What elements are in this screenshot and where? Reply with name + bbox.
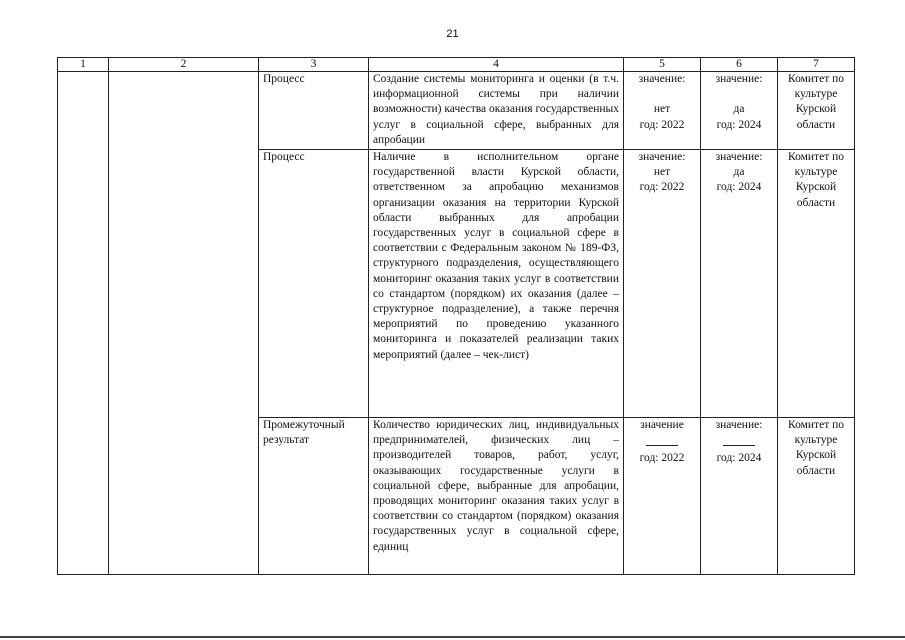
column-header: 6 xyxy=(701,58,778,72)
indicator-type: Процесс xyxy=(259,150,369,418)
blank-value-line xyxy=(723,433,755,446)
page-number: 21 xyxy=(446,28,459,40)
target-year: год: 2024 xyxy=(716,118,762,131)
target-value: да xyxy=(733,103,745,116)
cell-col2 xyxy=(109,72,259,575)
target-year: год: 2024 xyxy=(716,452,762,465)
responsible-cell: Комитет по культуре Курской области xyxy=(778,418,855,575)
target-year: год: 2024 xyxy=(716,181,762,194)
base-label: значение: xyxy=(638,151,686,163)
target-label: значение: xyxy=(715,73,763,85)
indicator-description: Создание системы мониторинга и оценки (в т.ч. информационной системы при наличии возможности) качества оказания государственных услуг в социальной сфере, выбранных для апробации xyxy=(369,72,624,150)
indicator-description: Количество юридических лиц, индивидуальных предпринимателей, физических лиц – производителей товаров, работ, услуг, оказывающих государственные услуги в социальной сфере, выбранные для апробации, проводящих мониторинг оказания таких услуг в соответствии со стандартом (порядком) оказания государственных услуг в социальной сфере, единиц xyxy=(369,418,624,575)
base-year: год: 2022 xyxy=(639,118,685,131)
target-value-cell xyxy=(701,150,778,418)
column-header: 3 xyxy=(259,58,369,72)
base-value: нет xyxy=(653,103,671,116)
target-value-cell xyxy=(701,72,778,150)
base-value-cell xyxy=(624,418,701,575)
column-header: 5 xyxy=(624,58,701,72)
base-value-cell xyxy=(624,72,701,150)
target-label: значение: xyxy=(715,419,763,431)
indicator-description: Наличие в исполнительном органе государственной власти Курской области, ответственном за апробацию механизмов организации оказания на территории Курской области выбранных для апробации государственных услуг в социальной сфере в соответствии с Федеральным законом № 189-ФЗ, структурного подразделения, осуществляющего мониторинг оказания таких услуг в соответствии со стандартом (порядком) их оказания (далее – структурное подразделение), а также перечня мероприятий по проведению указанного мониторинга и показателей реализации таких мероприятий (далее – чек-лист) xyxy=(369,150,624,418)
header-row xyxy=(58,58,855,72)
cell-col1 xyxy=(58,72,109,575)
target-value: да xyxy=(733,166,745,179)
base-label: значение: xyxy=(638,73,686,85)
base-value: нет xyxy=(653,166,671,179)
indicator-type: Промежуточный результат xyxy=(259,418,369,575)
column-header: 2 xyxy=(109,58,259,72)
column-header: 4 xyxy=(369,58,624,72)
column-header: 1 xyxy=(58,58,109,72)
responsible-cell: Комитет по культуре Курской области xyxy=(778,72,855,150)
column-header: 7 xyxy=(778,58,855,72)
target-label: значение: xyxy=(715,151,763,163)
scan-edge-divider xyxy=(0,636,905,638)
target-value-cell xyxy=(701,418,778,575)
base-label: значение xyxy=(640,419,684,431)
table-row xyxy=(58,72,855,150)
indicator-type: Процесс xyxy=(259,72,369,150)
responsible-cell: Комитет по культуре Курской области xyxy=(778,150,855,418)
base-year: год: 2022 xyxy=(639,452,685,465)
indicators-table xyxy=(57,57,855,575)
base-year: год: 2022 xyxy=(639,181,685,194)
base-value-cell xyxy=(624,150,701,418)
blank-value-line xyxy=(646,433,678,446)
